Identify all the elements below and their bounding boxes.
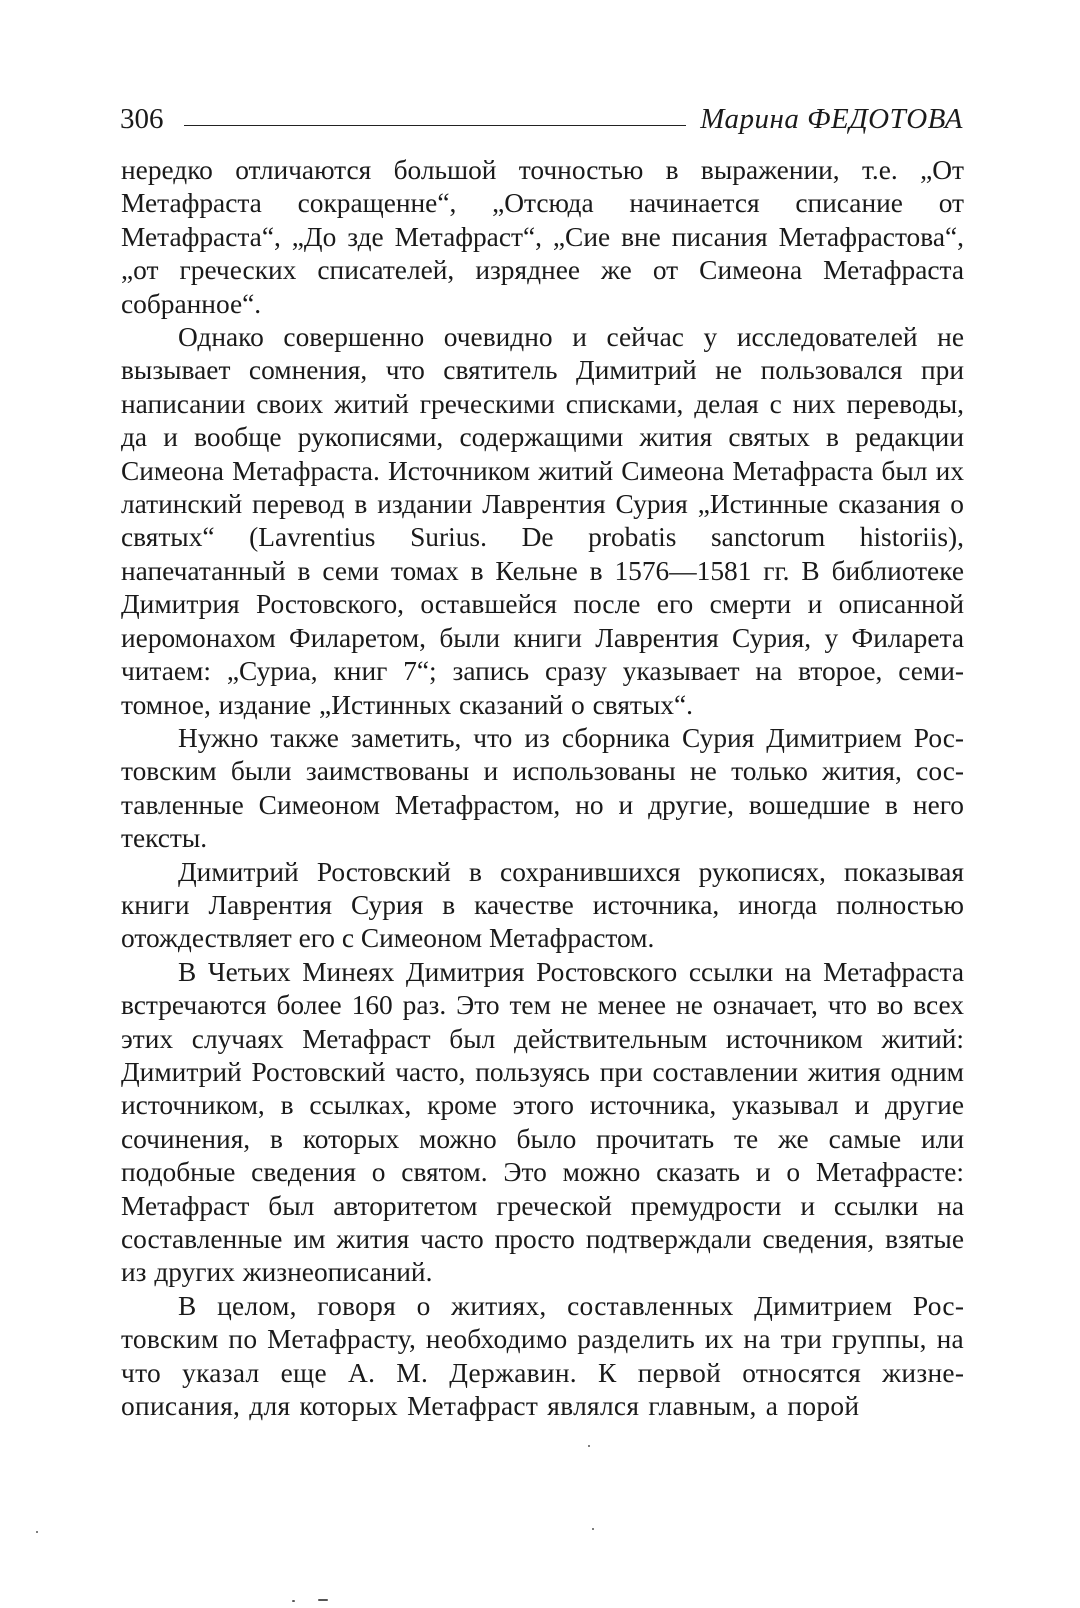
paragraph: Нужно также заметить, что из сборника Сурия Димитрием Ростовским были заимствованы и использованы не только жития, составленные Симеоном Метафрастом, но и другие, вошедшие в него тексты. [121,722,964,854]
running-header-author: Марина ФЕДОТОВА [700,103,963,135]
scan-speck [292,1600,295,1602]
scan-speck [36,1531,38,1533]
paragraph-continuation: нередко отличаются большой точностью в выражении, т.е. „От Метафраста сокращенне“, „Отсюда начинается списание от Метафраста“, „До зде Метафраст“, „Сие вне писания Метафрастова“, „от греческих списателей, изряднее же от Симеона Метафраста собранное“. [121,155,964,319]
paragraph: Димитрий Ростовский в сохранившихся рукописях, показывая книги Лаврентия Сурия в качестве источника, иногда полностью отождествляет его с Симеоном Метафрастом. [121,856,964,954]
scan-speck [318,1599,328,1601]
header-rule [184,124,687,126]
scan-speck [592,1528,594,1530]
scan-speck [588,1445,590,1447]
paragraph: В целом, говоря о житиях, составленных Димитрием Ростовским по Метафрасту, необходимо разделить их на три группы, на что указал еще А. М. Державин. К первой относятся жизнеописания, для которых Метафраст являлся главным, а порой [121,1290,964,1422]
body-text [121,154,964,1423]
paragraph: В Четьих Минеях Димитрия Ростовского ссылки на Метафраста встречаются более 160 раз. Это тем не менее не означает, что во всех этих случаях Метафраст был действительным источником житий: Димитрий Ростовский часто, пользуясь при составлении жития одним источником, в ссылках, кроме этого источника, указывал и другие сочинения, в которых можно было прочитать те же самые или подобные сведения о святом. Это можно сказать и о Метафрасте: Метафраст был авторитетом греческой премудрости и ссылки на составленные им жития часто просто подтверждали сведения, взятые из других жизнеописаний. [121,956,964,1288]
running-header [120,98,963,134]
paragraph: Однако совершенно очевидно и сейчас у исследователей не вызывает сомнения, что святитель Димитрий не пользовался при написании своих житий греческими списками, делая с них переводы, да и вообще рукописями, содержащими жития святых в редакции Симеона Метафраста. Источником житий Симеона Метафраста был их латинский перевод в издании Лаврентия Сурия „Истинные сказания о святых“ (Lavrentius Surius. De probatis sanctorum historiis), напечатанный в семи томах в Кельне в 1576—1581 гг. В библиотеке Димитрия Ростовского, оставшейся после его смерти и описанной иеромонахом Филаретом, были книги Лаврентия Сурия, у Филарета читаем: „Суриа, книг 7“; запись сразу указывает на второе, семитомное, издание „Истинных сказаний о святых“. [121,322,964,720]
page-number: 306 [120,103,164,135]
